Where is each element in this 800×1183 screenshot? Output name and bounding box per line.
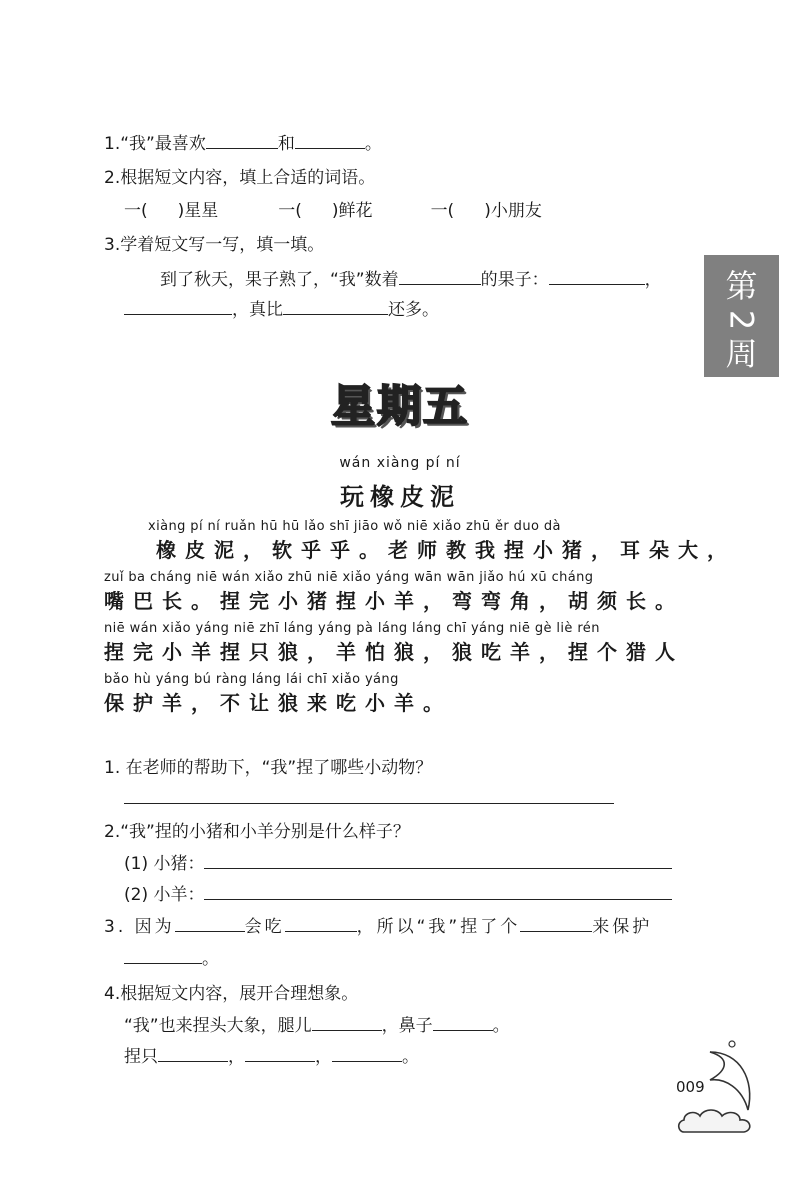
story-pinyin-line-4: bǎo hù yáng bú ràng láng lái chī xiǎo yáng [104,672,399,687]
q1-text-a: 1.“我”最喜欢 [104,134,206,154]
q4-l2-text-d: 。 [402,1047,419,1067]
story-pinyin-line-2: zuǐ ba cháng niē wán xiǎo zhū niē xiǎo yáng wān wān jiǎo hú xū cháng [104,570,594,585]
q1-blank-1[interactable] [206,132,278,149]
bottom-q1-answer-line[interactable] [124,803,614,804]
story-hanzi-line-2: 嘴巴长。捏完小猪捏小羊，弯弯角，胡须长。 [104,589,684,613]
story-hanzi-line-3: 捏完小羊捏只狼，羊怕狼，狼吃羊，捏个猎人 [104,640,684,664]
q2-item-2-close: )鲜花 [331,201,373,221]
q4-blank-1[interactable] [312,1014,382,1031]
q4-blank-5[interactable] [332,1045,402,1062]
q3-blank-a[interactable] [175,915,245,932]
bottom-q1: 1. 在老师的帮助下，“我”捏了哪些小动物？ [104,758,433,778]
q1-text-b: 和 [277,134,295,154]
q2-item-1-open: 一( [124,201,148,221]
q3-l1-text-a: 到了秋天，果子熟了，“我”数着 [160,270,399,290]
q4-l2-text-b: ， [228,1047,245,1067]
q3-text-c: ，所以“我”捏了个 [356,917,521,937]
q4-l1-text-a: “我”也来捏头大象，腿儿 [124,1016,312,1036]
q1-text-c: 。 [364,134,382,154]
bottom-q2-a [124,852,672,875]
top-q1 [104,132,382,155]
q2-b-blank[interactable] [204,883,672,900]
story-title: 玩橡皮泥 [340,483,460,511]
top-q3: 3.学着短文写一写，填一填。 [104,235,325,255]
top-q3-line2 [124,298,439,321]
q2-a-label: (1) 小猪： [124,854,205,874]
q4-blank-3[interactable] [158,1045,228,1062]
q3-blank-3[interactable] [124,298,232,315]
q4-l2-text-c: ， [315,1047,332,1067]
q3-l2-text-b: 还多。 [388,300,439,320]
bottom-q3 [104,915,652,938]
q2-a-blank[interactable] [204,852,672,869]
q3-blank-4[interactable] [283,298,388,315]
q1-blank-2[interactable] [295,132,365,149]
q2-item-1-close: )星星 [177,201,219,221]
q4-blank-2[interactable] [433,1014,493,1031]
story-pinyin-line-3: niē wán xiǎo yáng niē zhī láng yáng pà láng láng chī yáng niē gè liè rén [104,621,600,636]
side-tab-char-3: 周 [725,335,758,373]
bottom-q4-line1 [124,1014,510,1037]
story-hanzi-line-1: 橡皮泥，软乎乎。老师教我捏小猪，耳朵大， [156,538,736,562]
q4-l1-text-b: ，鼻子 [381,1016,433,1036]
story-pinyin-line-1: xiàng pí ní ruǎn hū hū lǎo shī jiāo wǒ niē xiǎo zhū ěr duo dà [148,519,561,534]
q3-text-d: 来保护 [592,917,653,937]
bottom-q2-b [124,883,672,906]
day-title: 星期五 [331,381,469,432]
q3-l1-text-c: ， [644,270,662,290]
q3-l2-text-a: ，真比 [232,300,283,320]
story-title-pinyin: wán xiàng pí ní [339,455,461,471]
q2-item-3-open: 一( [430,201,455,221]
q4-l2-text-a: 捏只 [124,1047,158,1067]
q3-text-e: 。 [202,949,219,969]
q4-blank-4[interactable] [245,1045,315,1062]
q3-text-a: 3. 因为 [104,917,175,937]
q3-blank-d[interactable] [124,947,202,964]
q2-item-2-open: 一( [278,201,302,221]
story-hanzi-line-4: 保护羊，不让狼来吃小羊。 [104,691,452,715]
q3-blank-b[interactable] [285,915,357,932]
side-tab-char-2: 2 [722,309,761,331]
q3-blank-1[interactable] [399,268,481,285]
q2-b-label: (2) 小羊： [124,885,205,905]
top-q2-items [124,200,542,222]
bottom-q4: 4.根据短文内容，展开合理想象。 [104,984,359,1004]
page-number: 009 [676,1078,705,1096]
week-side-tab [704,255,779,377]
q3-text-b: 会吃 [244,917,285,937]
q2-item-3-close: )小朋友 [484,201,542,221]
bottom-q2: 2.“我”捏的小猪和小羊分别是什么样子？ [104,822,410,842]
q4-l1-text-c: 。 [492,1016,510,1036]
bottom-q3-cont [124,947,219,970]
bottom-q4-line2 [124,1045,419,1068]
top-q2: 2.根据短文内容，填上合适的词语。 [104,168,376,188]
top-q3-line1 [160,268,662,291]
q3-l1-text-b: 的果子： [480,270,549,290]
side-tab-char-1: 第 [725,267,758,305]
q3-blank-2[interactable] [549,268,645,285]
q3-blank-c[interactable] [520,915,592,932]
